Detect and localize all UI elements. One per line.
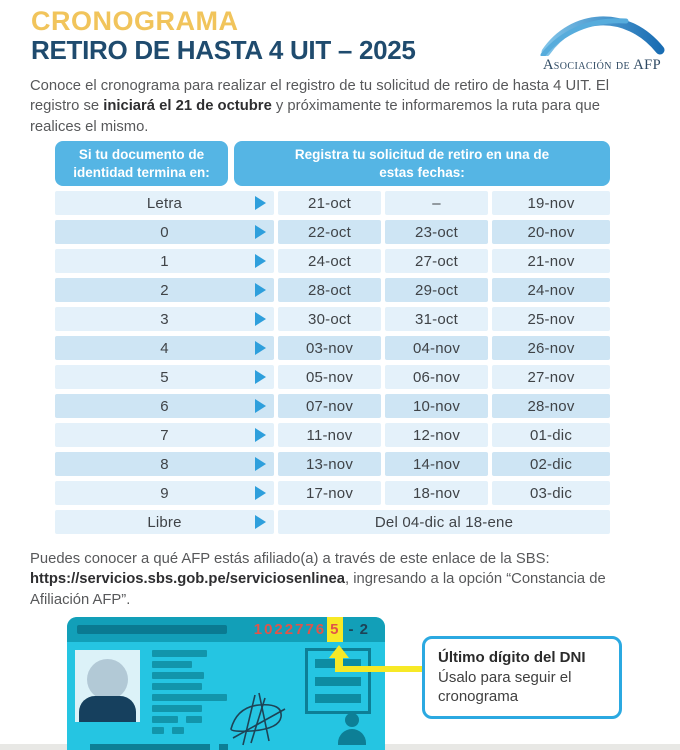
row-date: 22-oct bbox=[278, 220, 381, 244]
table-header-right-label: Registra tu solicitud de retiro en una de estas fechas: bbox=[294, 146, 550, 180]
intro-part2: y próximamente te informaremos la ruta para que realices el mismo. bbox=[30, 98, 600, 135]
text-line bbox=[172, 727, 184, 734]
footer-paragraph bbox=[30, 549, 652, 610]
table-header bbox=[55, 141, 610, 186]
table-header-left-label: Si tu documento de identidad termina en: bbox=[73, 146, 210, 180]
row-date: 23-oct bbox=[385, 220, 488, 244]
text-line bbox=[186, 716, 202, 723]
intro-part1: Conoce el cronograma para realizar el registro de tu solicitud de retiro de hasta 4 UIT. El registro se bbox=[30, 78, 610, 115]
signature-icon bbox=[225, 691, 291, 750]
photo-head-shape bbox=[87, 659, 128, 700]
row-date: 29-oct bbox=[385, 278, 488, 302]
row-ending: 8 bbox=[160, 455, 169, 473]
text-line bbox=[152, 650, 207, 657]
row-date: 28-nov bbox=[492, 394, 610, 418]
person-icon-head bbox=[345, 713, 359, 727]
text-line bbox=[152, 694, 227, 701]
row-date: 20-nov bbox=[492, 220, 610, 244]
row-ending-cell bbox=[55, 423, 274, 447]
row-date: – bbox=[385, 191, 488, 215]
row-date: 04-nov bbox=[385, 336, 488, 360]
intro-bold: iniciará el 21 de octubre bbox=[103, 98, 272, 115]
row-date: 21-oct bbox=[278, 191, 381, 215]
afp-logo bbox=[536, 6, 668, 74]
table-row bbox=[55, 307, 610, 331]
callout-title: Último dígito del DNI bbox=[438, 649, 586, 666]
row-arrow-icon bbox=[255, 196, 266, 210]
row-date: 14-nov bbox=[385, 452, 488, 476]
row-date: 11-nov bbox=[278, 423, 381, 447]
row-ending-cell bbox=[55, 307, 274, 331]
row-date: 26-nov bbox=[492, 336, 610, 360]
row-date: 21-nov bbox=[492, 249, 610, 273]
text-line bbox=[152, 683, 202, 690]
row-ending: 0 bbox=[160, 223, 169, 241]
row-date: 19-nov bbox=[492, 191, 610, 215]
row-arrow-icon bbox=[255, 486, 266, 500]
row-ending: 5 bbox=[160, 368, 169, 386]
dni-last-digit-highlight: 5 bbox=[327, 617, 343, 642]
row-date: 06-nov bbox=[385, 365, 488, 389]
logo-text: Asociación de AFP bbox=[542, 57, 662, 73]
row-ending: 6 bbox=[160, 397, 169, 415]
row-ending: 2 bbox=[160, 281, 169, 299]
card-bottom-dot bbox=[219, 744, 228, 750]
row-ending: 1 bbox=[160, 252, 169, 270]
row-date: 10-nov bbox=[385, 394, 488, 418]
table-row bbox=[55, 394, 610, 418]
table-row bbox=[55, 452, 610, 476]
row-ending-cell bbox=[55, 481, 274, 505]
row-ending-cell bbox=[55, 452, 274, 476]
row-ending-cell bbox=[55, 365, 274, 389]
row-ending-cell bbox=[55, 249, 274, 273]
row-date: 02-dic bbox=[492, 452, 610, 476]
row-ending-cell bbox=[55, 336, 274, 360]
table-row bbox=[55, 365, 610, 389]
row-date: 13-nov bbox=[278, 452, 381, 476]
row-date: 03-dic bbox=[492, 481, 610, 505]
row-arrow-icon bbox=[255, 312, 266, 326]
table-header-right bbox=[234, 141, 610, 186]
table-row bbox=[55, 191, 610, 215]
row-ending-cell bbox=[55, 394, 274, 418]
table-row bbox=[55, 249, 610, 273]
photo-placeholder bbox=[75, 650, 140, 722]
card-top-bar bbox=[67, 617, 385, 642]
libre-range-cell: Del 04-dic al 18-ene bbox=[278, 510, 610, 534]
row-arrow-icon bbox=[255, 370, 266, 384]
row-date: 05-nov bbox=[278, 365, 381, 389]
footer-part2: , ingresando a la opción “Constancia de Afiliación AFP”. bbox=[30, 571, 606, 608]
callout-body: Úsalo para seguir el cronograma bbox=[438, 668, 572, 705]
table-row bbox=[55, 423, 610, 447]
row-ending: Letra bbox=[146, 194, 183, 212]
text-line bbox=[152, 672, 204, 679]
text-line bbox=[152, 716, 178, 723]
row-ending: 7 bbox=[160, 426, 169, 444]
text-line bbox=[152, 727, 164, 734]
row-date: 27-oct bbox=[385, 249, 488, 273]
schedule-table bbox=[55, 141, 610, 539]
card-bottom-bar bbox=[90, 744, 210, 750]
footer-part1: Puedes conocer a qué AFP estás afiliado(a) a través de este enlace de la SBS: bbox=[30, 551, 550, 567]
row-date: 01-dic bbox=[492, 423, 610, 447]
intro-paragraph bbox=[30, 76, 652, 137]
row-ending-label: Libre bbox=[147, 513, 182, 531]
row-date: 12-nov bbox=[385, 423, 488, 447]
document-box-bar bbox=[315, 677, 361, 686]
row-date: 25-nov bbox=[492, 307, 610, 331]
row-date: 30-oct bbox=[278, 307, 381, 331]
row-arrow-icon bbox=[255, 254, 266, 268]
row-ending: 9 bbox=[160, 484, 169, 502]
row-date: 27-nov bbox=[492, 365, 610, 389]
row-date: 24-nov bbox=[492, 278, 610, 302]
row-arrow-icon bbox=[255, 428, 266, 442]
row-ending-cell bbox=[55, 191, 274, 215]
logo-arcs-icon bbox=[536, 6, 668, 56]
row-arrow-icon bbox=[255, 225, 266, 239]
page-title: RETIRO DE HASTA 4 UIT – 2025 bbox=[31, 35, 416, 65]
last-digit-callout bbox=[422, 636, 622, 719]
table-row bbox=[55, 220, 610, 244]
dni-card bbox=[67, 617, 385, 750]
row-arrow-icon bbox=[255, 399, 266, 413]
row-arrow-icon bbox=[255, 457, 266, 471]
row-date: 28-oct bbox=[278, 278, 381, 302]
card-top-bar-pill bbox=[77, 625, 227, 634]
document-box-bar bbox=[315, 694, 361, 703]
photo-body-shape bbox=[79, 696, 136, 722]
dni-number-suffix: - 2 bbox=[348, 621, 369, 638]
table-row bbox=[55, 481, 610, 505]
table-rows bbox=[55, 191, 610, 505]
row-date: 03-nov bbox=[278, 336, 381, 360]
header-kicker: CRONOGRAMA bbox=[31, 6, 239, 36]
table-row bbox=[55, 336, 610, 360]
text-line bbox=[152, 661, 192, 668]
row-date: 31-oct bbox=[385, 307, 488, 331]
row-ending: 4 bbox=[160, 339, 169, 357]
row-date: 07-nov bbox=[278, 394, 381, 418]
row-arrow-icon bbox=[255, 515, 266, 529]
row-ending: 3 bbox=[160, 310, 169, 328]
row-ending-cell bbox=[55, 220, 274, 244]
sbs-link[interactable]: https://servicios.sbs.gob.pe/serviciosenlinea bbox=[30, 571, 345, 588]
dni-number-prefix: 1022776 bbox=[253, 621, 327, 638]
callout-connector-line bbox=[335, 666, 425, 672]
table-row bbox=[55, 278, 610, 302]
row-arrow-icon bbox=[255, 283, 266, 297]
row-date: 17-nov bbox=[278, 481, 381, 505]
person-icon bbox=[338, 713, 366, 745]
libre-row bbox=[55, 510, 610, 534]
person-icon-body bbox=[338, 729, 366, 745]
row-arrow-icon bbox=[255, 341, 266, 355]
table-header-left bbox=[55, 141, 228, 186]
row-date: 24-oct bbox=[278, 249, 381, 273]
dni-number bbox=[254, 617, 369, 642]
text-line bbox=[152, 705, 202, 712]
row-date: 18-nov bbox=[385, 481, 488, 505]
row-ending-cell bbox=[55, 278, 274, 302]
row-ending-cell bbox=[55, 510, 274, 534]
